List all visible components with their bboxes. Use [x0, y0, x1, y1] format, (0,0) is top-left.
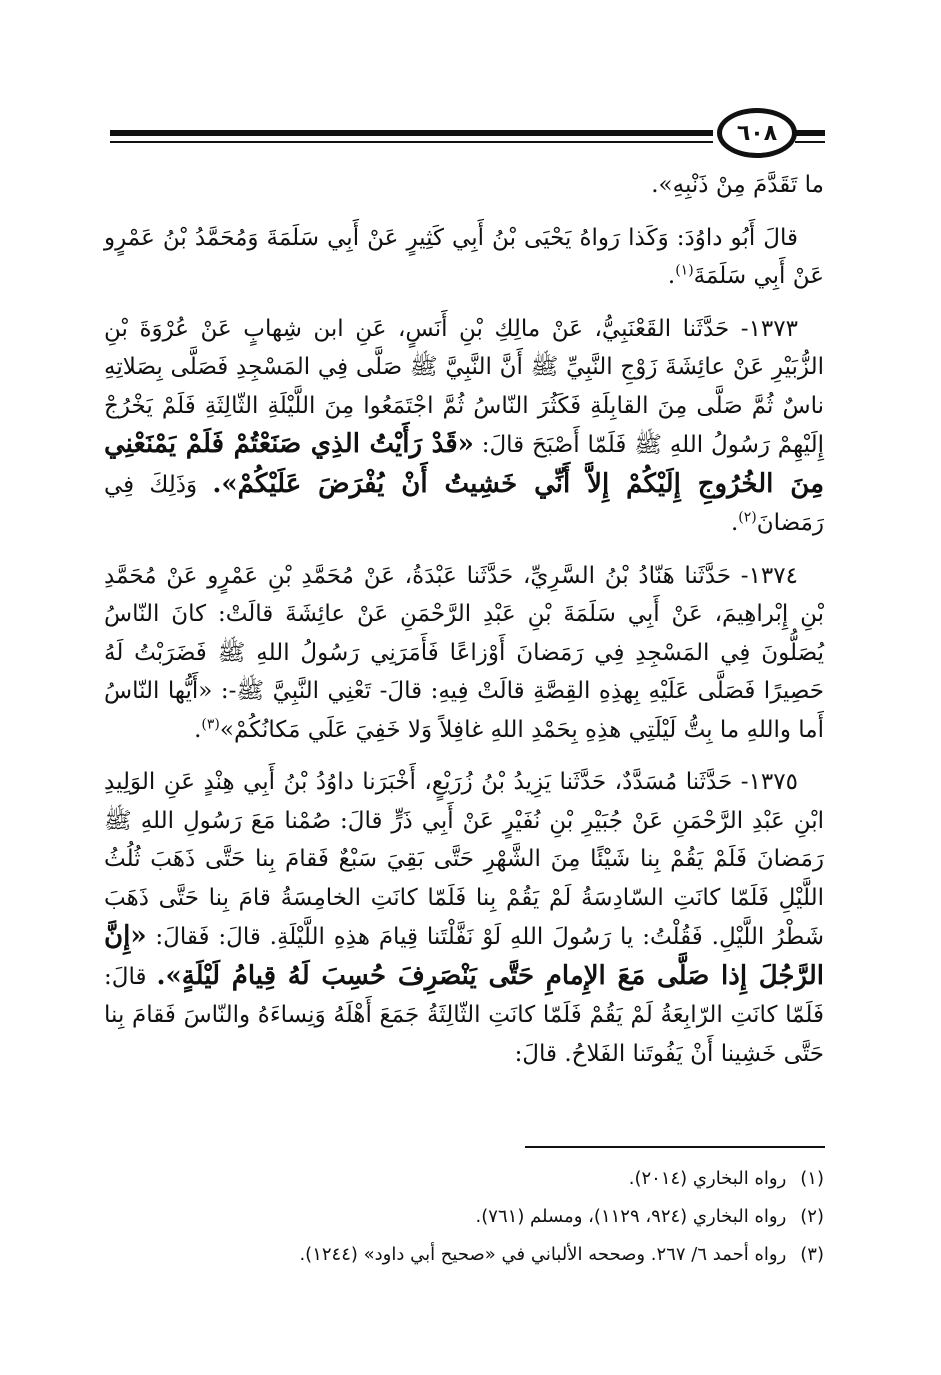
paragraph-end: .	[194, 716, 202, 743]
hadith-1373	[104, 310, 824, 543]
paragraph-text: قالَ أَبُو داوُدَ: وَكَذا رَواهُ يَحْيَى بْنُ أَبِي كَثِيرٍ عَنْ أَبِي سَلَمَةَ وَمُحَمَّدُ بْنُ عَمْرٍو عَنْ أَبِي سَلَمَةَ	[104, 224, 824, 289]
paragraph-text: ما تَقَدَّمَ مِنْ ذَنْبِهِ».	[651, 172, 824, 198]
header-rule-thin	[110, 141, 713, 143]
footnote-text: رواه البخاري (٢٠١٤).	[628, 1168, 787, 1189]
footnote-ref[interactable]: (٢)	[738, 509, 757, 526]
header-rule-thick	[110, 130, 713, 136]
header-rule-right	[795, 130, 825, 136]
hadith-text-end: قالَ: فَلَمّا كانَتِ الرّابِعَةُ لَمْ يَقُمْ فَلَمّا كانَتِ الثّالِثَةُ جَمَعَ أَهْلَهُ وَنِساءَهُ والنّاسَ فَقامَ بِنا حَتَّى خَشِينا أَنْ يَفُوتَنا الفَلاحُ. قالَ:	[104, 963, 824, 1067]
paragraph-end: .	[667, 263, 676, 289]
prophetic-quote: «إِنَّ الرَّجُلَ إِذا صَلَّى مَعَ الإِمامِ حَتَّى يَنْصَرِفَ حُسِبَ لَهُ قِيامُ لَيْلَةٍ».	[104, 921, 824, 991]
header-rule-right-thin	[795, 141, 825, 143]
footnote-number: (١)	[800, 1168, 824, 1189]
paragraph-abu-dawud-note	[104, 219, 824, 296]
footnote-number: (٣)	[800, 1244, 824, 1265]
footnotes	[104, 1160, 824, 1274]
hadith-1374	[104, 557, 824, 750]
hadith-text-end: وَذَلِكَ فِي رَمَضانَ	[104, 471, 824, 536]
footnote-3	[104, 1236, 824, 1274]
hadith-1375	[104, 763, 824, 1073]
hadith-text: ١٣٧٥- حَدَّثَنا مُسَدَّدٌ، حَدَّثَنا يَزِيدُ بْنُ زُرَيْعٍ، أَخْبَرَنا داوُدُ بْنُ أَبِي هِنْدٍ عَنِ الوَلِيدِ ابْنِ عَبْدِ الرَّحْمَنِ عَنْ جُبَيْرِ بْنِ نُفَيْرٍ عَنْ أَبِي ذَرٍّ قالَ: صُمْنا مَعَ رَسُولِ اللهِ ﷺ رَمَضانَ فَلَمْ يَقُمْ بِنا شَيْئًا مِنَ الشَّهْرِ حَتَّى بَقِيَ سَبْعٌ فَقامَ بِنا حَتَّى ذَهَبَ ثُلُثُ اللَّيْلِ فَلَمّا كانَتِ السّادِسَةُ لَمْ يَقُمْ بِنا فَلَمّا كانَتِ الخامِسَةُ قامَ بِنا حَتَّى ذَهَبَ شَطْرُ اللَّيْلِ. فَقُلْتُ: يا رَسُولَ اللهِ لَوْ نَفَّلْتَنا قِيامَ هذِهِ اللَّيْلَةِ. قالَ: فَقالَ:	[104, 769, 824, 950]
footnote-ref[interactable]: (٣)	[201, 715, 220, 732]
footnote-1	[104, 1160, 824, 1198]
footnote-number: (٢)	[800, 1206, 824, 1227]
footnote-text: رواه أحمد ٦/ ٢٦٧. وصححه الألباني في «صحيح أبي داود» (١٢٤٤).	[299, 1244, 787, 1265]
paragraph-continuation	[104, 166, 824, 205]
paragraph-end: .	[730, 510, 739, 536]
footnote-text: رواه البخاري (٩٢٤، ١١٢٩)، ومسلم (٧٦١).	[475, 1206, 787, 1227]
footnote-2	[104, 1198, 824, 1236]
main-text	[104, 166, 824, 1073]
footnote-separator	[525, 1146, 825, 1148]
page-header	[110, 108, 825, 158]
footnote-ref[interactable]: (١)	[675, 262, 694, 279]
page-number: ٦٠٨	[717, 108, 797, 158]
hadith-text: ١٣٧٤- حَدَّثَنا هَنّادُ بْنُ السَّرِيِّ، حَدَّثَنا عَبْدَةُ، عَنْ مُحَمَّدِ بْنِ عَمْرٍو عَنْ مُحَمَّدِ بْنِ إِبْراهِيمَ، عَنْ أَبِي سَلَمَةَ بْنِ عَبْدِ الرَّحْمَنِ عَنْ عائِشَةَ قالَتْ: كانَ النّاسُ يُصَلُّونَ فِي المَسْجِدِ فِي رَمَضانَ أَوْزاعًا فَأَمَرَنِي رَسُولُ اللهِ ﷺ فَضَرَبْتُ لَهُ حَصِيرًا فَصَلَّى عَلَيْهِ بِهذِهِ القِصَّةِ قالَتْ فِيهِ: قالَ- تَعْنِي النَّبِيَّ ﷺ-: «أَيُّها النّاسُ أَما واللهِ ما بِتُّ لَيْلَتِي هذِهِ بِحَمْدِ اللهِ غافِلاً وَلا خَفِيَ عَلَي مَكانُكُمْ»	[104, 562, 824, 743]
hadith-text: ١٣٧٣- حَدَّثَنا القَعْنَبِيُّ، عَنْ مالِكِ بْنِ أَنَسٍ، عَنِ ابن شِهابٍ عَنْ عُرْوَةَ بْنِ الزُّبَيْرِ عَنْ عائِشَةَ زَوْجِ النَّبِيِّ ﷺ أَنَّ النَّبِيَّ ﷺ صَلَّى فِي المَسْجِدِ فَصَلَّى بِصَلاتِهِ ناسٌ ثُمَّ صَلَّى مِنَ القابِلَةِ فَكَثُرَ النّاسُ ثُمَّ اجْتَمَعُوا مِنَ اللَّيْلَةِ الثّالِثَةِ فَلَمْ يَخْرُجْ إِلَيْهِمْ رَسُولُ اللهِ ﷺ فَلَمّا أَصْبَحَ قالَ:	[104, 315, 825, 458]
prophetic-quote: «قَدْ رَأَيْتُ الذِي صَنَعْتُمْ فَلَمْ يَمْنَعْنِي مِنَ الخُرُوجِ إِلَيْكُمْ إِلاَّ أَنِّي خَشِيتُ أَنْ يُفْرَضَ عَلَيْكُمْ».	[104, 429, 825, 499]
